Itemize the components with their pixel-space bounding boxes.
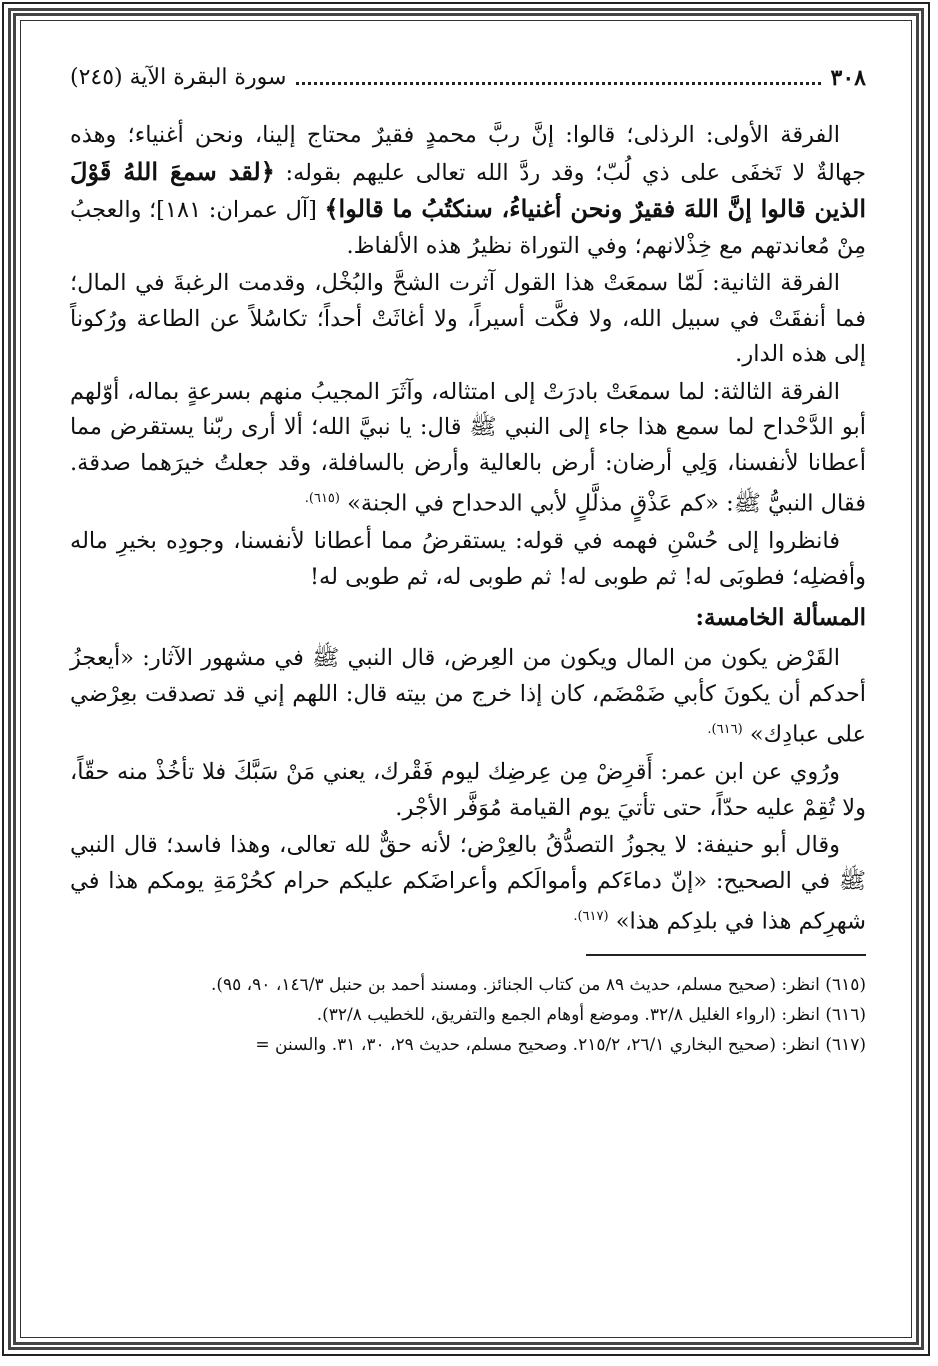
footnote-ref: (٦١٥). (304, 491, 340, 506)
quran-quote: ﴿لقد سمعَ اللهُ قَوْلَ الذين قالوا إنَّ اللهَ فقيرٌ ونحن أغنياءُ، سنكتُبُ ما قالوا﴾ (70, 156, 867, 223)
running-header (70, 58, 866, 98)
main-text (70, 118, 866, 940)
paragraph: الفرقة الثانية: لَمّا سمعَتْ هذا القول آثرت الشحَّ والبُخْل، وقدمت الرغبةَ في المال؛ فما أنفقَتْ في سبيل الله، ولا فكَّت أسيراً، ولا أغاثَتْ أحداً؛ تكاسُلاً عن الطاعة ورُكوناً إلى هذه الدار. (70, 270, 866, 367)
paragraph: القَرْض يكون من المال ويكون من العِرض، قال النبي ﷺ في مشهور الآثار: «أيعجزُ أحدكم أن يكونَ كأبي ضَمْضَم، كان إذا خرج من بيته قال: اللهم إني قد تصدقت بعِرْضي على عبادِك» $^{(٦١٦).}$ (70, 645, 866, 748)
footnote-separator (586, 954, 866, 956)
paragraph: ورُوي عن ابن عمر: أَقرِضْ مِن عِرضِك ليوم فَقْرك، يعني مَنْ سَبَّكَ فلا تأخُذْ منه حقّاً، ولا تُقِمْ عليه حدّاً، حتى تأتيَ يوم القيامة مُوَفَّر الأجْر. (70, 759, 866, 821)
page-number: ٣٠٨ (830, 65, 866, 91)
section-heading: المسألة الخامسة: (695, 604, 866, 631)
quran-reference: [آل عمران: ١٨١]؛ (149, 197, 317, 223)
book-page (70, 58, 866, 1318)
header-leader-dots (296, 82, 820, 85)
footnote-ref: (٦١٧). (573, 909, 609, 924)
footnote: (٦١٦) انظر: (ارواء الغليل ٣٢/٨. وموضع أوهام الجمع والتفريق، للخطيب ٣٢/٨). (316, 1005, 866, 1025)
paragraph: الفرقة الأولى: الرذلى؛ قالوا: إنَّ ربَّ محمدٍ فقيرٌ محتاج إلينا، ونحن أغنياء؛ وهذه جهالةٌ لا تَخفَى على ذي لُبّ؛ وقد ردَّ الله تعالى عليهم بقوله: ﴿لقد سمعَ اللهُ قَوْلَ الذين قالوا إنَّ اللهَ فقيرٌ ونحن أغنياءُ، سنكتُبُ ما قالوا﴾ [آل عمران: ١٨١]؛ والعجبُ مِنْ مُعاندتهم مع خِذْلانهم؛ وفي التوراة نظيرُ هذه الألفاظ. (70, 122, 867, 259)
chapter-title: سورة البقرة الآية (٢٤٥) (70, 65, 287, 90)
footnote: (٦١٧) انظر: (صحيح البخاري ٢٦/١، ٢١٥/٢. وصحيح مسلم، حديث ٢٩، ٣٠، ٣١. والسنن = (255, 1035, 866, 1055)
paragraph: فانظروا إلى حُسْنِ فهمه في قوله: يستقرضُ مما أعطانا لأنفسنا، وجودِه بخيرِ ماله وأفضلِه؛ فطوبَى له! ثم طوبى له! ثم طوبى له، ثم طوبى له! (70, 528, 866, 590)
footnotes (70, 970, 866, 1060)
footnote-ref: (٦١٦). (707, 722, 743, 737)
paragraph: وقال أبو حنيفة: لا يجوزُ التصدُّقُ بالعِرْض؛ لأنه حقٌّ لله تعالى، وهذا فاسد؛ قال النبي ﷺ في الصحيح: «إنّ دماءَكم وأموالَكم وأعراضَكم عليكم حرام كحُرْمَةِ يومكم هذا في شهرِكم هذا في بلدِكم هذا» $^{(٦١٧).}$ (70, 832, 866, 935)
footnote: (٦١٥) انظر: (صحيح مسلم، حديث ٨٩ من كتاب الجنائز. ومسند أحمد بن حنبل ١٤٦/٣، ٩٠، ٩٥). (210, 975, 866, 995)
paragraph: الفرقة الثالثة: لما سمعَتْ بادرَتْ إلى امتثاله، وآثَرَ المجيبُ منهم بسرعةٍ بماله، أوّلهم أبو الدَّحْداح لما سمع هذا جاء إلى النبي ﷺ قال: يا نبيَّ الله؛ ألا أرى ربّنا يستقرض مما أعطانا لأنفسنا، وَلِي أرضان: أرض بالعالية وأرض بالسافلة، وقد جعلتُ خيرَهما صدقة. فقال النبيُّ ﷺ: «كم عَذْقٍ مذلَّلٍ لأبي الدحداح في الجنة» $^{(٦١٥).}$ (70, 378, 866, 517)
